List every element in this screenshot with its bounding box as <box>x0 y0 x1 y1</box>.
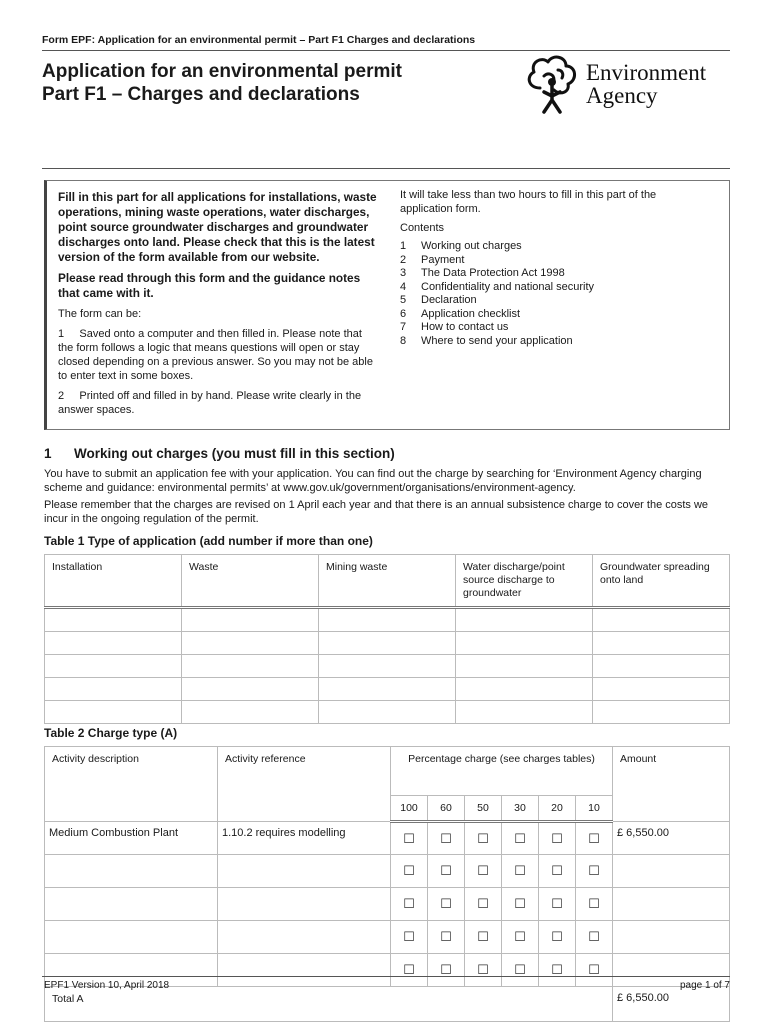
section-number: 1 <box>44 446 52 461</box>
checkbox-30[interactable]: ☐ <box>502 921 539 954</box>
mining-waste-input[interactable] <box>319 701 456 724</box>
water-discharge-input[interactable] <box>456 701 593 724</box>
waste-input[interactable] <box>182 608 319 632</box>
activity-reference-input[interactable] <box>218 921 391 954</box>
checkbox-50[interactable]: ☐ <box>465 921 502 954</box>
groundwater-spreading-input[interactable] <box>593 608 730 632</box>
logo-line-1: Environment <box>586 60 707 85</box>
checkbox-10[interactable]: ☐ <box>576 855 613 888</box>
form-version: EPF1 Version 10, April 2018 <box>44 980 170 991</box>
contents-label: Contents <box>400 222 445 234</box>
checkbox-20[interactable]: ☐ <box>539 921 576 954</box>
total-a-label: Total A <box>45 987 613 1022</box>
checkbox-60[interactable]: ☐ <box>428 921 465 954</box>
col-amount: Amount <box>613 747 730 822</box>
checkbox-100[interactable]: ☐ <box>391 855 428 888</box>
groundwater-spreading-input[interactable] <box>593 701 730 724</box>
intro-form-can-be: The form can be: <box>58 308 142 320</box>
intro-instructions <box>58 190 378 423</box>
groundwater-spreading-input[interactable] <box>593 632 730 655</box>
waste-input[interactable] <box>182 701 319 724</box>
checkbox-60[interactable]: ☐ <box>428 888 465 921</box>
contents-item[interactable]: 1 Working out charges <box>400 240 522 252</box>
checkbox-10[interactable]: ☐ <box>576 822 613 855</box>
waste-input[interactable] <box>182 655 319 678</box>
pct-50-header: 50 <box>465 796 502 822</box>
amount-input[interactable] <box>613 921 730 954</box>
logo-line-2: Agency <box>586 83 658 108</box>
checkbox-30[interactable]: ☐ <box>502 888 539 921</box>
col-activity-description: Activity description <box>45 747 218 822</box>
groundwater-spreading-input[interactable] <box>593 678 730 701</box>
table-row <box>45 655 730 678</box>
checkbox-10[interactable]: ☐ <box>576 954 613 987</box>
form-reference-line: Form EPF: Application for an environmental permit – Part F1 Charges and declarations <box>42 34 476 46</box>
checkbox-100[interactable]: ☐ <box>391 888 428 921</box>
checkbox-20[interactable]: ☐ <box>539 822 576 855</box>
title-divider <box>42 168 730 169</box>
table-1-application-type <box>44 554 730 724</box>
pct-100-header: 100 <box>391 796 428 822</box>
activity-reference-input[interactable] <box>218 855 391 888</box>
pct-30-header: 30 <box>502 796 539 822</box>
contents-item[interactable]: 4 Confidentiality and national security <box>400 280 595 293</box>
checkbox-30[interactable]: ☐ <box>502 822 539 855</box>
checkbox-10[interactable]: ☐ <box>576 921 613 954</box>
footer-divider <box>42 976 730 977</box>
waste-input[interactable] <box>182 678 319 701</box>
activity-description-input[interactable]: Medium Combustion Plant <box>45 822 218 855</box>
checkbox-60[interactable]: ☐ <box>428 822 465 855</box>
installation-input[interactable] <box>45 632 182 655</box>
activity-description-input[interactable] <box>45 888 218 921</box>
checkbox-20[interactable]: ☐ <box>539 888 576 921</box>
table-row <box>45 608 730 632</box>
amount-input[interactable] <box>613 855 730 888</box>
col-installation: Installation <box>45 555 182 608</box>
section-1-paragraph-2: Please remember that the charges are revised on 1 April each year and that there is an annual subsistence charge to cover the costs we incur in the ongoing regulation of the permit. <box>44 499 709 525</box>
table-row <box>45 678 730 701</box>
checkbox-60[interactable]: ☐ <box>428 954 465 987</box>
section-1-heading <box>44 446 395 461</box>
intro-bold-paragraph-1: Fill in this part for all applications for installations, waste operations, mining waste operations, water discharges, point source groundwater discharges and groundwater discharges onto land. Please check that this is the latest version of the form available from our website. <box>58 190 377 264</box>
col-groundwater-spreading: Groundwater spreading onto land <box>593 555 730 608</box>
pct-60-header: 60 <box>428 796 465 822</box>
checkbox-50[interactable]: ☐ <box>465 954 502 987</box>
water-discharge-input[interactable] <box>456 632 593 655</box>
water-discharge-input[interactable] <box>456 608 593 632</box>
contents-item[interactable]: 7 How to contact us <box>400 321 509 333</box>
environment-agency-logo-icon <box>522 52 582 119</box>
pct-20-header: 20 <box>539 796 576 822</box>
checkbox-30[interactable]: ☐ <box>502 855 539 888</box>
logo-wordmark <box>586 61 706 107</box>
col-mining-waste: Mining waste <box>319 555 456 608</box>
amount-input[interactable]: £ 6,550.00 <box>613 822 730 855</box>
mining-waste-input[interactable] <box>319 655 456 678</box>
title-line-2: Part F1 – Charges and declarations <box>42 84 360 105</box>
checkbox-30[interactable]: ☐ <box>502 954 539 987</box>
waste-input[interactable] <box>182 632 319 655</box>
mining-waste-input[interactable] <box>319 608 456 632</box>
water-discharge-input[interactable] <box>456 678 593 701</box>
checkbox-100[interactable]: ☐ <box>391 822 428 855</box>
pct-10-header: 10 <box>576 796 613 822</box>
checkbox-20[interactable]: ☐ <box>539 954 576 987</box>
charge-row <box>45 888 730 921</box>
intro-option-2: 2 Printed off and filled in by hand. Please write clearly in the answer spaces. <box>58 390 365 416</box>
intro-time-note: It will take less than two hours to fill in this part of the application form. <box>400 189 657 215</box>
mining-waste-input[interactable] <box>319 678 456 701</box>
intro-option-1: 1 Saved onto a computer and then filled in. Please note that the form follows a logic that means questions will open or stay closed depending on a previous answer. So you may not be able to enter text in some boxes. <box>58 328 376 382</box>
charge-row <box>45 822 730 855</box>
header-divider <box>42 50 730 51</box>
col-water-discharge: Water discharge/point source discharge to groundwater <box>456 555 593 608</box>
installation-input[interactable] <box>45 678 182 701</box>
checkbox-10[interactable]: ☐ <box>576 888 613 921</box>
page-title <box>42 60 402 106</box>
section-title: Working out charges (you must fill in this section) <box>74 446 395 461</box>
intro-bold-paragraph-2: Please read through this form and the guidance notes that came with it. <box>58 271 361 300</box>
contents-item[interactable]: 5 Declaration <box>400 294 477 306</box>
charge-row <box>45 921 730 954</box>
table-1-title: Table 1 Type of application (add number if more than one) <box>44 534 373 548</box>
activity-reference-input[interactable] <box>218 954 391 987</box>
page-number: page 1 of 7 <box>679 980 730 991</box>
total-amount-input[interactable]: £ 6,550.00 <box>613 987 730 1022</box>
total-row <box>45 987 730 1022</box>
col-percentage-charge: Percentage charge (see charges tables) <box>391 747 613 796</box>
checkbox-100[interactable]: ☐ <box>391 954 428 987</box>
checkbox-20[interactable]: ☐ <box>539 855 576 888</box>
checkbox-100[interactable]: ☐ <box>391 921 428 954</box>
col-activity-reference: Activity reference <box>218 747 391 822</box>
section-1-paragraph-1: You have to submit an application fee with your application. You can find out the charge by searching for ‘Environment Agency charging scheme and guidance: environmental permits’ at www.gov.uk/government/organisations/environment-agency. <box>44 468 702 494</box>
contents-item[interactable]: 8 Where to send your application <box>400 334 573 347</box>
table-2-title: Table 2 Charge type (A) <box>44 726 178 740</box>
contents-item[interactable]: 6 Application checklist <box>400 307 521 320</box>
activity-description-input[interactable] <box>45 921 218 954</box>
intro-contents <box>400 188 710 348</box>
contents-item[interactable]: 2 Payment <box>400 253 465 266</box>
installation-input[interactable] <box>45 701 182 724</box>
installation-input[interactable] <box>45 655 182 678</box>
col-waste: Waste <box>182 555 319 608</box>
mining-waste-input[interactable] <box>319 632 456 655</box>
contents-list <box>400 240 710 348</box>
title-line-1: Application for an environmental permit <box>42 61 402 82</box>
checkbox-60[interactable]: ☐ <box>428 855 465 888</box>
charge-row <box>45 855 730 888</box>
checkbox-50[interactable]: ☐ <box>465 855 502 888</box>
checkbox-50[interactable]: ☐ <box>465 888 502 921</box>
activity-description-input[interactable] <box>45 855 218 888</box>
installation-input[interactable] <box>45 608 182 632</box>
table-row <box>45 632 730 655</box>
activity-reference-input[interactable]: 1.10.2 requires modelling <box>218 822 391 855</box>
water-discharge-input[interactable] <box>456 655 593 678</box>
contents-item[interactable]: 3 The Data Protection Act 1998 <box>400 267 565 279</box>
table-row <box>45 701 730 724</box>
groundwater-spreading-input[interactable] <box>593 655 730 678</box>
amount-input[interactable] <box>613 888 730 921</box>
activity-reference-input[interactable] <box>218 888 391 921</box>
checkbox-50[interactable]: ☐ <box>465 822 502 855</box>
